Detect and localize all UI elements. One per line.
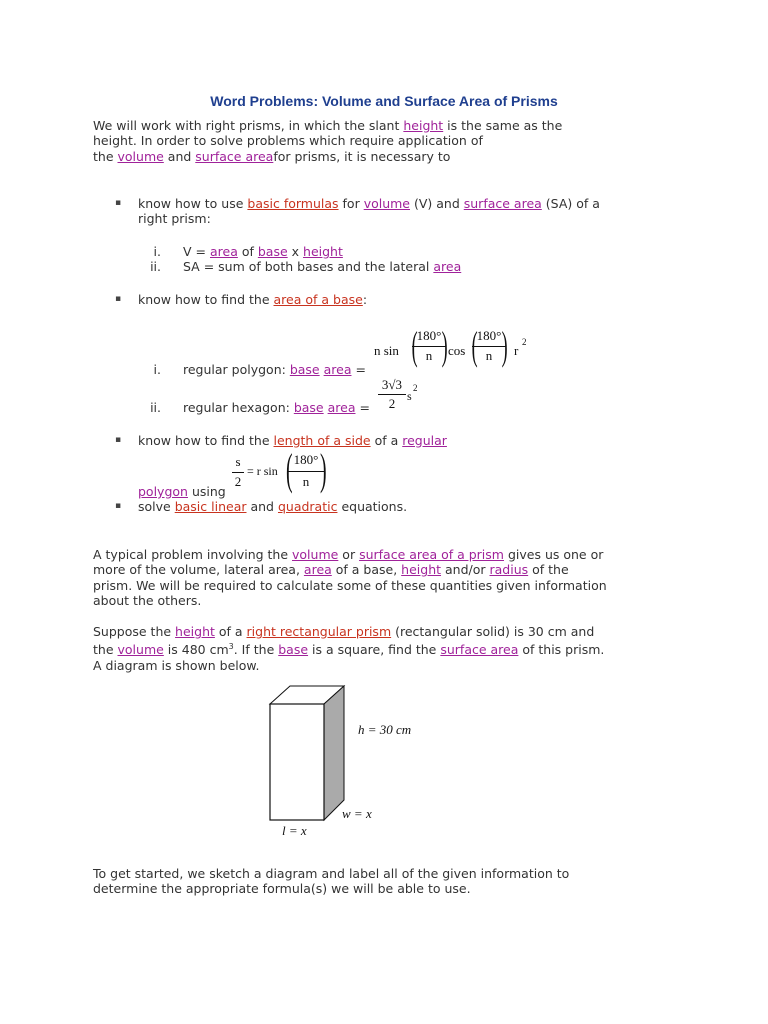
link-surface-area[interactable]: surface area (463, 196, 542, 211)
formula-surface-area (183, 259, 461, 274)
link-area[interactable]: area (327, 400, 356, 415)
bullet-icon: ▪ (115, 435, 122, 445)
text: of (237, 244, 258, 259)
text: = r sin (247, 464, 278, 478)
text: know how to find the (138, 292, 274, 307)
link-surface-area[interactable]: surface area (195, 148, 274, 164)
text: the (93, 642, 118, 658)
link-area[interactable]: area (303, 562, 332, 578)
length-label: l = x (282, 823, 307, 838)
regular-polygon-line (183, 362, 366, 377)
text: 3 (228, 642, 234, 652)
text: s (235, 454, 241, 469)
height-label: h = 30 cm (358, 722, 412, 737)
prism-diagram (262, 680, 352, 830)
text: = (355, 400, 370, 415)
link-base[interactable]: base (278, 642, 309, 658)
text: for (338, 196, 364, 211)
text (374, 343, 399, 359)
page-title: Word Problems: Volume and Surface Area of Prisms (210, 93, 558, 109)
text: = (351, 362, 366, 377)
paren-right: ) (320, 445, 327, 494)
intro-paragraph (93, 118, 633, 164)
formula-polygon-area (372, 323, 562, 372)
link-height[interactable]: height (401, 562, 442, 578)
text: about the others. (93, 592, 202, 608)
regular-hexagon-line (183, 400, 370, 415)
text: (rectangular solid) is 30 cm and (391, 624, 595, 639)
text: cos (448, 343, 466, 358)
text: 180° (476, 328, 502, 343)
text: 180° (416, 328, 442, 343)
text: r (514, 343, 519, 358)
get-started-paragraph (93, 866, 633, 897)
width-label: w = x (342, 806, 372, 821)
text: n (374, 343, 381, 358)
link-height[interactable]: height (403, 118, 444, 133)
bullet-solve-equations (138, 499, 407, 514)
paren-right: ) (441, 323, 448, 368)
link-volume[interactable]: volume (292, 547, 339, 562)
formula-volume (183, 244, 343, 259)
fraction (378, 377, 406, 412)
link-regular[interactable]: regular (402, 433, 447, 448)
text: or (338, 547, 360, 562)
text: of a (370, 433, 403, 448)
text: and/or (441, 562, 490, 578)
text: is a square, find the (308, 642, 441, 658)
formula-hexagon-area (378, 377, 428, 417)
text: of the (528, 562, 569, 578)
text: using (187, 484, 226, 499)
text: and (246, 499, 278, 514)
text: of this prism. (518, 642, 605, 658)
text: n (412, 346, 446, 364)
text: 180° (293, 452, 319, 467)
text: 2 (232, 472, 244, 490)
text: A diagram is shown below. (93, 657, 260, 673)
link-base[interactable]: base (289, 362, 320, 377)
list-number: ii. (150, 400, 161, 415)
link-quadratic[interactable]: quadratic (277, 499, 338, 514)
link-right-rectangular-prism[interactable]: right rectangular prism (246, 624, 392, 639)
text: V = (183, 244, 210, 259)
list-number: i. (153, 362, 161, 377)
link-length-of-a-side[interactable]: length of a side (273, 433, 371, 448)
prism-front-face (270, 704, 324, 820)
list-number: i. (153, 244, 161, 259)
fraction (232, 454, 244, 490)
text: height. In order to solve problems which require application of (93, 133, 483, 149)
text: solve (138, 499, 175, 514)
link-basic-linear[interactable]: basic linear (174, 499, 247, 514)
text: know how to find the (138, 433, 274, 448)
link-area[interactable]: area (323, 362, 352, 377)
bullet-length-of-side-cont (138, 484, 226, 499)
text: s (407, 389, 412, 403)
list-number: ii. (150, 259, 161, 274)
bullet-area-of-base (138, 292, 367, 307)
bullet-basic-formulas (138, 196, 618, 227)
text: n (288, 471, 324, 490)
text: : (362, 292, 368, 307)
text: Suppose the (93, 624, 176, 639)
link-surface-area[interactable]: surface area (440, 642, 519, 658)
bullet-icon: ▪ (115, 501, 122, 511)
text: for prisms, it is necessary to (273, 148, 451, 164)
text: determine the appropriate formula(s) we will be able to use. (93, 881, 471, 897)
bullet-icon: ▪ (115, 198, 122, 208)
link-surface-area-of-a-prism[interactable]: surface area of a prism (359, 547, 504, 562)
link-volume[interactable]: volume (363, 196, 410, 211)
text: right prism: (138, 211, 211, 227)
text: (V) and (410, 196, 464, 211)
text: SA = sum of both bases and the lateral (183, 259, 434, 274)
fraction (288, 452, 324, 490)
text: more of the volume, lateral area, (93, 562, 304, 578)
text: 2 (378, 394, 406, 412)
text: 2 (413, 383, 418, 393)
prism-side-face (324, 686, 344, 820)
text: and (163, 148, 196, 164)
text: equations. (337, 499, 408, 514)
link-volume[interactable]: volume (117, 148, 164, 164)
text: prism. We will be required to calculate some of these quantities given information (93, 577, 607, 593)
paren-left: ( (286, 445, 293, 494)
link-base[interactable]: base (257, 244, 288, 259)
link-height[interactable]: height (303, 244, 343, 259)
link-base[interactable]: base (293, 400, 324, 415)
text: n (472, 346, 506, 364)
text: of a base, (331, 562, 402, 578)
text: is 480 cm (163, 642, 229, 658)
paren-right: ) (501, 323, 508, 368)
link-area-of-a-base[interactable]: area of a base (273, 292, 363, 307)
text: 2 (522, 337, 527, 347)
text: sin (383, 343, 399, 358)
text: know how to use (138, 196, 248, 211)
text: We will work with right prisms, in which the slant (93, 118, 404, 133)
text: x (287, 244, 304, 259)
text: . If the (233, 642, 279, 658)
typical-problem-paragraph (93, 547, 633, 608)
link-polygon[interactable]: polygon (138, 484, 188, 499)
link-volume[interactable]: volume (117, 642, 164, 658)
text: regular polygon: (183, 362, 290, 377)
paren-left: ( (411, 323, 418, 368)
link-height[interactable]: height (175, 624, 215, 639)
link-radius[interactable]: radius (489, 562, 529, 578)
link-area[interactable]: area (433, 259, 462, 274)
text: 3√3 (381, 377, 403, 392)
text: (SA) of a (541, 196, 600, 211)
link-area[interactable]: area (209, 244, 238, 259)
problem-statement-paragraph (93, 624, 633, 673)
text: regular hexagon: (183, 400, 294, 415)
text: is the same as the (443, 118, 563, 133)
bullet-icon: ▪ (115, 294, 122, 304)
text: the (93, 148, 118, 164)
text: of a (214, 624, 247, 639)
text: gives us one or (503, 547, 604, 562)
text: To get started, we sketch a diagram and label all of the given information to (93, 866, 570, 881)
formula-side-length (232, 445, 342, 494)
text: A typical problem involving the (93, 547, 293, 562)
link-basic-formulas[interactable]: basic formulas (247, 196, 339, 211)
paren-left: ( (471, 323, 478, 368)
